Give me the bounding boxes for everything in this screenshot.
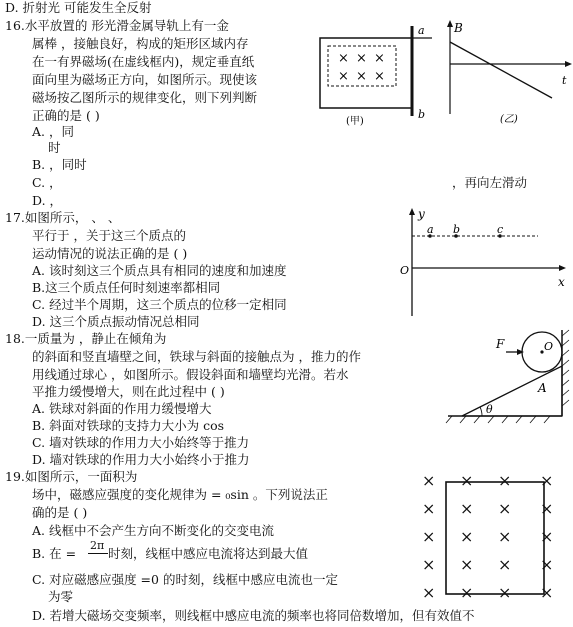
q17-option-c: C. 经过半个周期，这三个质点的位移一定相同 xyxy=(32,297,287,312)
q17-stem-line-3: 运动情况的说法正确的是 ( ) xyxy=(32,246,188,261)
q19-option-b-tail: 时刻，线框中感应电流将达到最大值 xyxy=(108,546,309,561)
cross-icon: × xyxy=(498,471,512,490)
label-x: x xyxy=(558,275,565,289)
cross-icon: × xyxy=(540,583,554,602)
q19-option-b: B. 在 = xyxy=(32,546,77,561)
q17-option-b: B.这三个质点任何时刻速率都相同 xyxy=(32,280,221,295)
cross-icon: × xyxy=(460,583,474,602)
cross-icon: × xyxy=(338,69,349,84)
cross-icon: × xyxy=(498,499,512,518)
q16-figure xyxy=(316,18,573,126)
q15-option-d: D. 折射光 可能发生全反射 xyxy=(5,0,152,15)
q16-option-d: D. ， xyxy=(32,193,63,208)
q16-stem-line-3: 在一有界磁场(在虚线框内)，规定垂直纸 xyxy=(32,54,255,69)
label-a: a xyxy=(427,223,434,236)
q19-stem-line-2: 场中，磁感应强度的变化规律为 = ₀sin 。下列说法正 xyxy=(32,487,328,502)
q19-option-b-fraction: 2π xyxy=(90,539,105,552)
cross-icon: × xyxy=(540,499,554,518)
cross-icon: × xyxy=(374,69,385,84)
cross-icon: × xyxy=(422,583,436,602)
q17-figure xyxy=(398,206,573,318)
label-t: t xyxy=(562,74,567,87)
cross-icon: × xyxy=(422,555,436,574)
label-O: O xyxy=(544,340,554,353)
q17-option-a: A. 该时刻这三个质点具有相同的速度和加速度 xyxy=(32,263,287,278)
label-b: b xyxy=(453,223,461,236)
cross-icon: × xyxy=(498,583,512,602)
cross-icon: × xyxy=(460,555,474,574)
cross-icon: × xyxy=(460,527,474,546)
caption-yi: (乙) xyxy=(500,114,518,125)
label-o: O xyxy=(400,264,410,277)
cross-icon: × xyxy=(422,471,436,490)
caption-jia: (甲) xyxy=(346,116,364,126)
q19-option-c: C. 对应磁感应强度 =0 的时刻，线框中感应电流也一定 xyxy=(32,572,338,587)
cross-icon: × xyxy=(460,471,474,490)
cross-icon: × xyxy=(422,527,436,546)
q16-stem-line-6: 正确的是 ( ) xyxy=(32,108,100,123)
q17-stem-line-1: 17.如图所示， 、 、 xyxy=(5,210,121,225)
cross-icon: × xyxy=(374,51,385,66)
q18-stem-line-3: 用线通过球心 ，如图所示。假设斜面和墙壁均光滑。若水 xyxy=(32,367,349,382)
cross-icon: × xyxy=(498,555,512,574)
label-A: A xyxy=(538,381,547,395)
q18-stem-line-2: 的斜面和竖直墙壁之间，铁球与斜面的接触点为 ，推力的作 xyxy=(32,349,361,364)
q16-option-c: C. ， xyxy=(32,175,62,190)
q18-figure xyxy=(438,326,573,426)
q16-stem-line-1: 16.水平放置的 形光滑金属导轨上有一金 xyxy=(5,18,229,33)
q18-option-b: B. 斜面对铁球的支持力大小为 cos xyxy=(32,418,225,433)
label-theta: θ xyxy=(486,403,493,416)
incline xyxy=(462,366,562,416)
q19-figure xyxy=(418,466,573,608)
label-b: b xyxy=(418,108,426,121)
q16-stem-line-2: 属棒 ，接触良好，构成的矩形区域内存 xyxy=(32,36,249,51)
q18-option-a: A. 铁球对斜面的作用力缓慢增大 xyxy=(32,401,212,416)
cross-icon: × xyxy=(540,471,554,490)
q16-option-b: B. ，同时 xyxy=(32,157,87,172)
q19-stem-line-1: 19.如图所示，一面积为 xyxy=(5,469,138,484)
cross-icon: × xyxy=(422,499,436,518)
cross-icon: × xyxy=(356,51,367,66)
q16-stem-line-5: 磁场按乙图所示的规律变化，则下列判断 xyxy=(32,90,258,105)
q18-stem-line-4: 平推力缓慢增大，则在此过程中 ( ) xyxy=(32,384,225,399)
q19-stem-line-3: 确的是 ( ) xyxy=(32,505,88,520)
q19-option-d: D. 若增大磁场交变频率，则线框中感应电流的频率也将同倍数增加，但有效值不 xyxy=(32,608,475,623)
cross-icon: × xyxy=(540,527,554,546)
q18-option-d: D. 墙对铁球的作用力大小始终小于推力 xyxy=(32,452,250,467)
cross-icon: × xyxy=(498,527,512,546)
q16-option-c-tail: ，再向左滑动 xyxy=(452,175,528,190)
cross-icon: × xyxy=(338,51,349,66)
label-a: a xyxy=(418,24,425,37)
q18-option-c: C. 墙对铁球的作用力大小始终等于推力 xyxy=(32,435,250,450)
cross-icon: × xyxy=(540,555,554,574)
q18-stem-line-1: 18.一质量为 ，静止在倾角为 xyxy=(5,331,167,346)
label-y: y xyxy=(418,207,425,221)
label-F: F xyxy=(496,337,505,351)
q16-option-a: A. ，同 xyxy=(32,124,74,139)
cross-icon: × xyxy=(356,69,367,84)
q17-option-d: D. 这三个质点振动情况总相同 xyxy=(32,314,200,329)
cross-icon: × xyxy=(460,499,474,518)
label-c: c xyxy=(497,223,504,236)
label-B: B xyxy=(454,21,463,35)
q16-stem-line-4: 面向里为磁场正方向，如图所示。现使该 xyxy=(32,72,258,87)
fraction-bar xyxy=(88,553,108,554)
q19-option-a: A. 线框中不会产生方向不断变化的交变电流 xyxy=(32,523,274,538)
b-t-line xyxy=(450,42,552,98)
q17-stem-line-2: 平行于 ，关于这三个质点的 xyxy=(32,228,186,243)
q16-option-a-cont: 时 xyxy=(48,140,61,155)
q19-option-c-cont: 为零 xyxy=(48,589,74,604)
